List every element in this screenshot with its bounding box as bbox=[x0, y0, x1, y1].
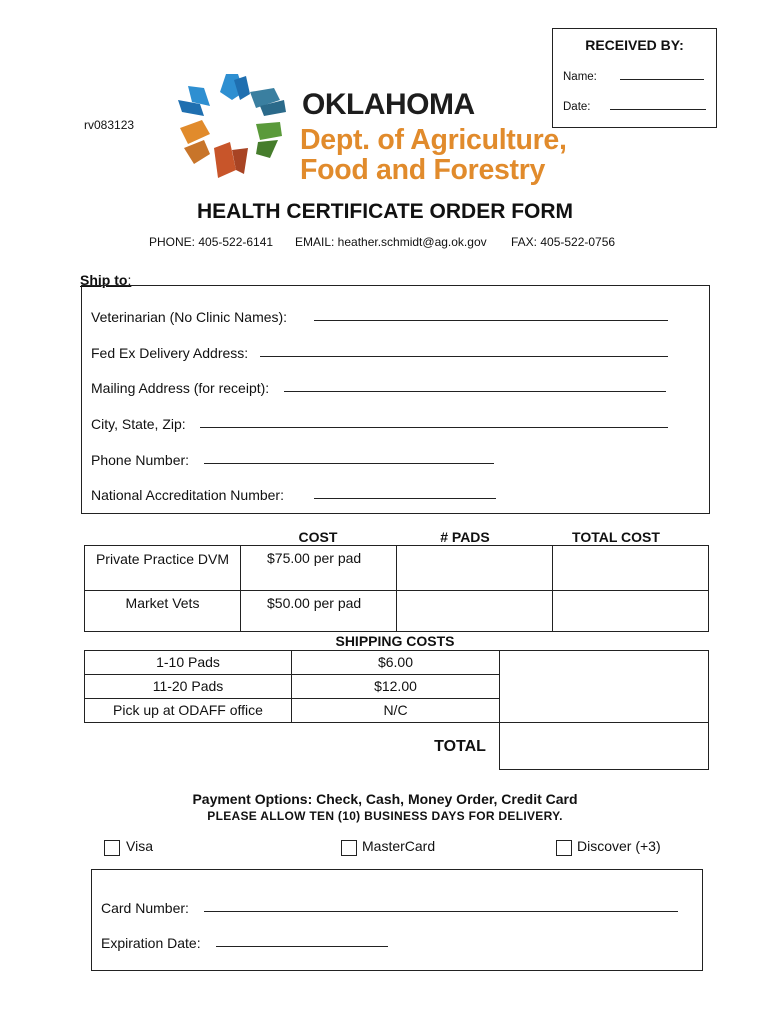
total-label: TOTAL bbox=[434, 738, 486, 755]
revision-code: rv083123 bbox=[84, 118, 135, 132]
received-name-field[interactable] bbox=[620, 79, 704, 80]
market-vets-cost: $50.00 per pad bbox=[240, 590, 397, 632]
accreditation-number-label: National Accreditation Number: bbox=[91, 487, 284, 503]
mailing-address-label: Mailing Address (for receipt): bbox=[91, 380, 270, 396]
shipping-pickup-label: Pick up at ODAFF office bbox=[84, 698, 292, 723]
private-practice-total-input[interactable] bbox=[552, 545, 709, 591]
form-title: HEALTH CERTIFICATE ORDER FORM bbox=[196, 200, 574, 223]
private-practice-label: Private Practice DVM bbox=[84, 545, 241, 591]
logo-dept-text: Dept. of Agriculture, bbox=[300, 124, 567, 156]
contact-phone: PHONE: 405-522-6141 bbox=[149, 235, 274, 249]
expiration-date-label: Expiration Date: bbox=[101, 935, 201, 951]
mailing-address-field[interactable] bbox=[284, 391, 666, 392]
logo-piece-orange-left bbox=[180, 120, 210, 144]
pads-header: # PADS bbox=[440, 529, 490, 545]
shipping-1-10-cost: $6.00 bbox=[291, 650, 500, 675]
city-state-zip-field[interactable] bbox=[200, 427, 668, 428]
fedex-address-label: Fed Ex Delivery Address: bbox=[91, 345, 249, 361]
grand-total-input[interactable] bbox=[499, 722, 709, 770]
card-details-box bbox=[91, 869, 703, 971]
discover-label: Discover (+3) bbox=[577, 838, 661, 854]
mastercard-label: MasterCard bbox=[362, 838, 436, 854]
market-vets-label: Market Vets bbox=[84, 590, 241, 632]
accreditation-number-field[interactable] bbox=[314, 498, 496, 499]
visa-label: Visa bbox=[126, 838, 153, 854]
shipping-amount-input[interactable] bbox=[499, 650, 709, 723]
received-by-title: RECEIVED BY: bbox=[585, 37, 684, 53]
logo-piece-red-bottom bbox=[214, 142, 236, 178]
total-cost-header: TOTAL COST bbox=[572, 529, 660, 545]
contact-fax: FAX: 405-522-0756 bbox=[511, 235, 616, 249]
received-by-box bbox=[552, 28, 717, 128]
private-practice-cost: $75.00 per pad bbox=[240, 545, 397, 591]
market-vets-pads-input[interactable] bbox=[396, 590, 553, 632]
private-practice-pads-input[interactable] bbox=[396, 545, 553, 591]
veterinarian-label: Veterinarian (No Clinic Names): bbox=[91, 309, 288, 325]
received-date-label: Date: bbox=[563, 101, 591, 113]
visa-checkbox[interactable] bbox=[104, 840, 120, 856]
discover-checkbox[interactable] bbox=[556, 840, 572, 856]
shipping-1-10-label: 1-10 Pads bbox=[84, 650, 292, 675]
shipping-11-20-cost: $12.00 bbox=[291, 674, 500, 699]
logo-piece-green-right-dark bbox=[256, 140, 278, 158]
oklahoma-star-logo-icon bbox=[174, 70, 294, 184]
fedex-address-field[interactable] bbox=[260, 356, 668, 357]
ship-to-text: Ship to bbox=[80, 272, 128, 288]
phone-number-field[interactable] bbox=[204, 463, 494, 464]
logo-oklahoma-text: OKLAHOMA bbox=[302, 88, 475, 121]
shipping-11-20-label: 11-20 Pads bbox=[84, 674, 292, 699]
shipping-pickup-cost: N/C bbox=[291, 698, 500, 723]
logo-piece-green-right bbox=[256, 122, 282, 140]
shipping-costs-header: SHIPPING COSTS bbox=[335, 633, 455, 649]
veterinarian-field[interactable] bbox=[314, 320, 668, 321]
cost-header: COST bbox=[298, 529, 338, 545]
received-name-label: Name: bbox=[563, 71, 597, 83]
card-number-field[interactable] bbox=[204, 911, 678, 912]
expiration-date-field[interactable] bbox=[216, 946, 388, 947]
contact-email: EMAIL: heather.schmidt@ag.ok.gov bbox=[295, 235, 487, 249]
ship-to-box bbox=[81, 285, 710, 514]
payment-options-title: Payment Options: Check, Cash, Money Order, Credit Card bbox=[192, 791, 578, 807]
phone-number-label: Phone Number: bbox=[91, 452, 190, 468]
delivery-notice: PLEASE ALLOW TEN (10) BUSINESS DAYS FOR DELIVERY. bbox=[207, 809, 563, 823]
received-date-field[interactable] bbox=[610, 109, 706, 110]
ship-to-colon: : bbox=[127, 272, 132, 288]
city-state-zip-label: City, State, Zip: bbox=[91, 416, 186, 432]
card-number-label: Card Number: bbox=[101, 900, 189, 916]
mastercard-checkbox[interactable] bbox=[341, 840, 357, 856]
market-vets-total-input[interactable] bbox=[552, 590, 709, 632]
logo-food-forestry-text: Food and Forestry bbox=[300, 154, 546, 186]
